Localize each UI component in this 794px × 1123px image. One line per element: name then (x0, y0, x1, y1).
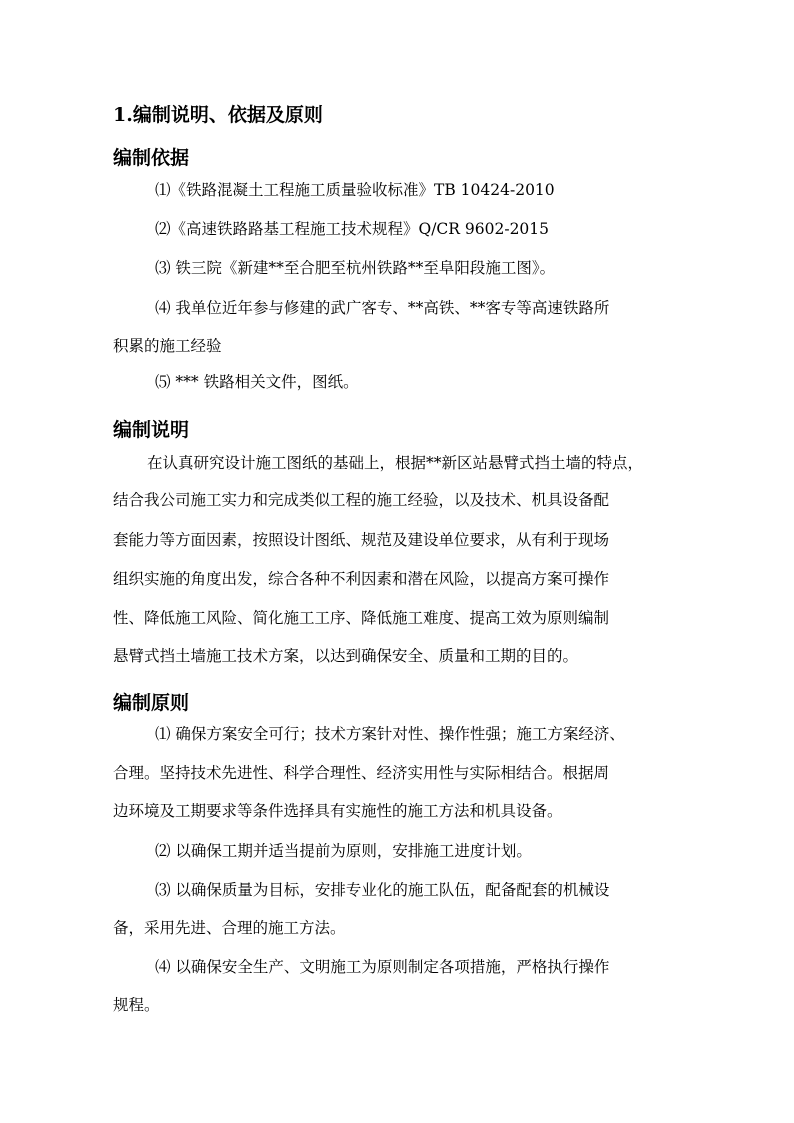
principle-3-line-2: 备，采用先进、合理的施工方法。 (113, 919, 346, 937)
basis-item-2: ⑵《高速铁路路基工程施工技术规程》Q/CR 9602-2015 (155, 220, 550, 238)
description-line-5: 性、降低施工风险、简化施工工序、降低施工难度、提高工效为原则编制 (113, 609, 610, 627)
principle-4-line-2: 规程。 (113, 996, 160, 1014)
principles-heading: 编制原则 (113, 692, 190, 714)
basis-item-1: ⑴《铁路混凝土工程施工质量验收标准》TB 10424-2010 (155, 181, 555, 199)
basis-heading: 编制依据 (113, 147, 190, 169)
basis-item-5: ⑸ *** 铁路相关文件，图纸。 (155, 373, 359, 391)
description-line-6: 悬臂式挡土墙施工技术方案，以达到确保安全、质量和工期的目的。 (113, 647, 579, 665)
description-line-2: 结合我公司施工实力和完成类似工程的施工经验，以及技术、机具设备配 (113, 491, 610, 509)
basis-item-4-line-1: ⑷ 我单位近年参与修建的武广客专、**高铁、**客专等高速铁路所 (155, 299, 610, 317)
section-title: 1.编制说明、依据及原则 (113, 104, 323, 126)
principle-3-line-1: ⑶ 以确保质量为目标，安排专业化的施工队伍，配备配套的机械设 (155, 881, 610, 899)
basis-item-3: ⑶ 铁三院《新建**至合肥至杭州铁路**至阜阳段施工图》。 (155, 259, 556, 277)
description-heading: 编制说明 (113, 419, 190, 441)
principle-2: ⑵ 以确保工期并适当提前为原则，安排施工进度计划。 (155, 842, 532, 860)
principle-4-line-1: ⑷ 以确保安全生产、文明施工为原则制定各项措施，严格执行操作 (155, 958, 610, 976)
principle-1-line-1: ⑴ 确保方案安全可行；技术方案针对性、操作性强；施工方案经济、 (155, 725, 625, 743)
description-line-4: 组织实施的角度出发，综合各种不利因素和潜在风险，以提高方案可操作 (113, 570, 610, 588)
basis-item-4-line-2: 积累的施工经验 (113, 337, 222, 355)
description-line-3: 套能力等方面因素，按照设计图纸、规范及建设单位要求，从有利于现场 (113, 531, 610, 549)
description-line-1: 在认真研究设计施工图纸的基础上，根据**新区站悬臂式挡土墙的特点， (147, 454, 644, 472)
principle-1-line-2: 合理。坚持技术先进性、科学合理性、经济实用性与实际相结合。根据周 (113, 764, 610, 782)
principle-1-line-3: 边环境及工期要求等条件选择具有实施性的施工方法和机具设备。 (113, 802, 563, 820)
